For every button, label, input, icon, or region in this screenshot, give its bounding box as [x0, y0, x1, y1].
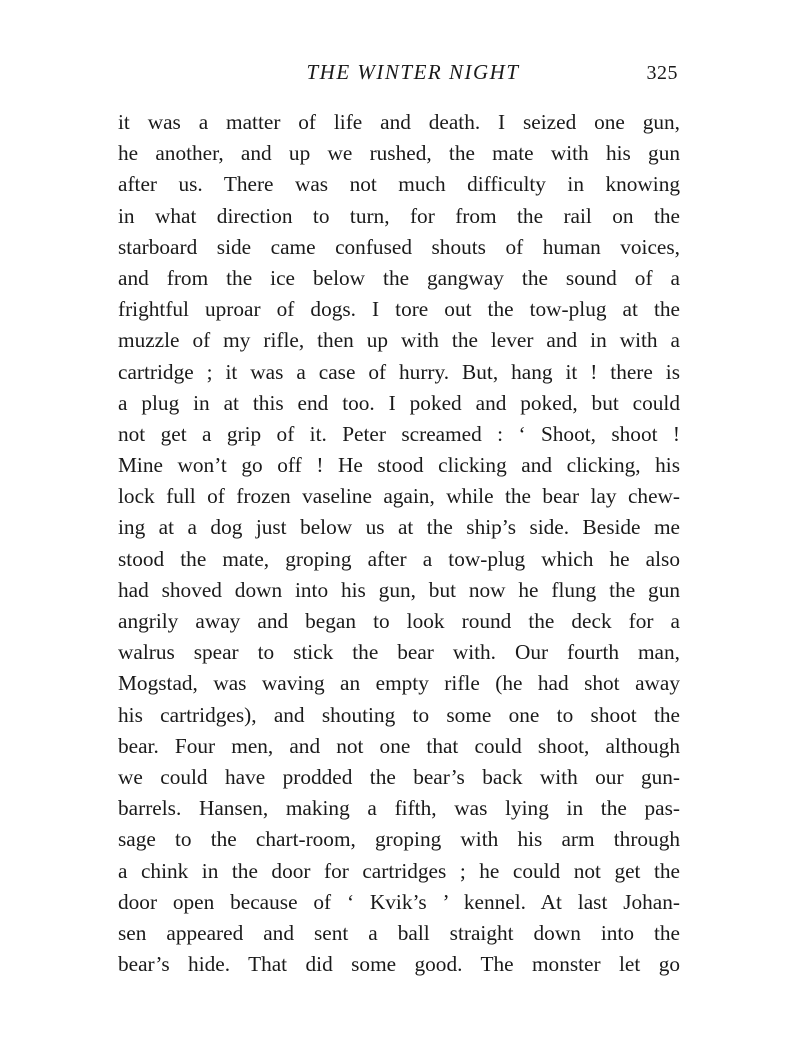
text-line: after us. There was not much difficulty in knowing	[118, 172, 680, 197]
text-line: it was a matter of life and death. I seized one gun,	[118, 110, 680, 134]
text-line: and from the ice below the gangway the sound of a	[118, 265, 680, 290]
text-line: a plug in at this end too. I poked and poked, but could	[118, 390, 680, 415]
text-line: he another, and up we rushed, the mate with his gun	[118, 141, 680, 166]
text-line: stood the mate, groping after a tow-plug which he also	[118, 546, 680, 571]
page-number: 325	[646, 62, 678, 84]
text-line: had shoved down into his gun, but now he flung the gun	[118, 577, 680, 602]
text-line: starboard side came confused shouts of human voices,	[118, 234, 680, 259]
text-line: cartridge ; it was a case of hurry. But, hang it ! there is	[118, 359, 680, 384]
text-line: frightful uproar of dogs. I tore out the tow-plug at the	[118, 297, 680, 322]
text-line: sage to the chart-room, groping with his arm through	[118, 827, 680, 852]
text-line: lock full of frozen vaseline again, while the bear lay chew-	[118, 484, 680, 509]
text-line: walrus spear to stick the bear with. Our fourth man,	[118, 640, 680, 665]
running-head	[118, 60, 678, 90]
text-line: bear’s hide. That did some good. The monster let go	[118, 952, 680, 977]
text-line: his cartridges), and shouting to some one to shoot the	[118, 702, 680, 727]
text-line: door open because of ‘ Kvik’s ’ kennel. At last Johan-	[118, 889, 680, 914]
text-line: bear. Four men, and not one that could shoot, although	[118, 733, 680, 758]
running-title: THE WINTER NIGHT	[306, 60, 520, 84]
text-line: not get a grip of it. Peter screamed : ‘ Shoot, shoot !	[118, 421, 680, 446]
body-text	[118, 107, 680, 980]
text-line: a chink in the door for cartridges ; he could not get the	[118, 858, 680, 883]
text-line: barrels. Hansen, making a fifth, was lying in the pas-	[118, 796, 680, 821]
text-line: we could have prodded the bear’s back with our gun-	[118, 764, 680, 789]
text-line: sen appeared and sent a ball straight down into the	[118, 920, 680, 945]
text-line: Mine won’t go off ! He stood clicking and clicking, his	[118, 453, 680, 478]
text-line: in what direction to turn, for from the rail on the	[118, 203, 680, 228]
text-line: Mogstad, was waving an empty rifle (he had shot away	[118, 671, 680, 696]
text-line: angrily away and began to look round the deck for a	[118, 609, 680, 633]
text-line: muzzle of my rifle, then up with the lever and in with a	[118, 328, 680, 353]
text-line: ing at a dog just below us at the ship’s side. Beside me	[118, 515, 680, 540]
